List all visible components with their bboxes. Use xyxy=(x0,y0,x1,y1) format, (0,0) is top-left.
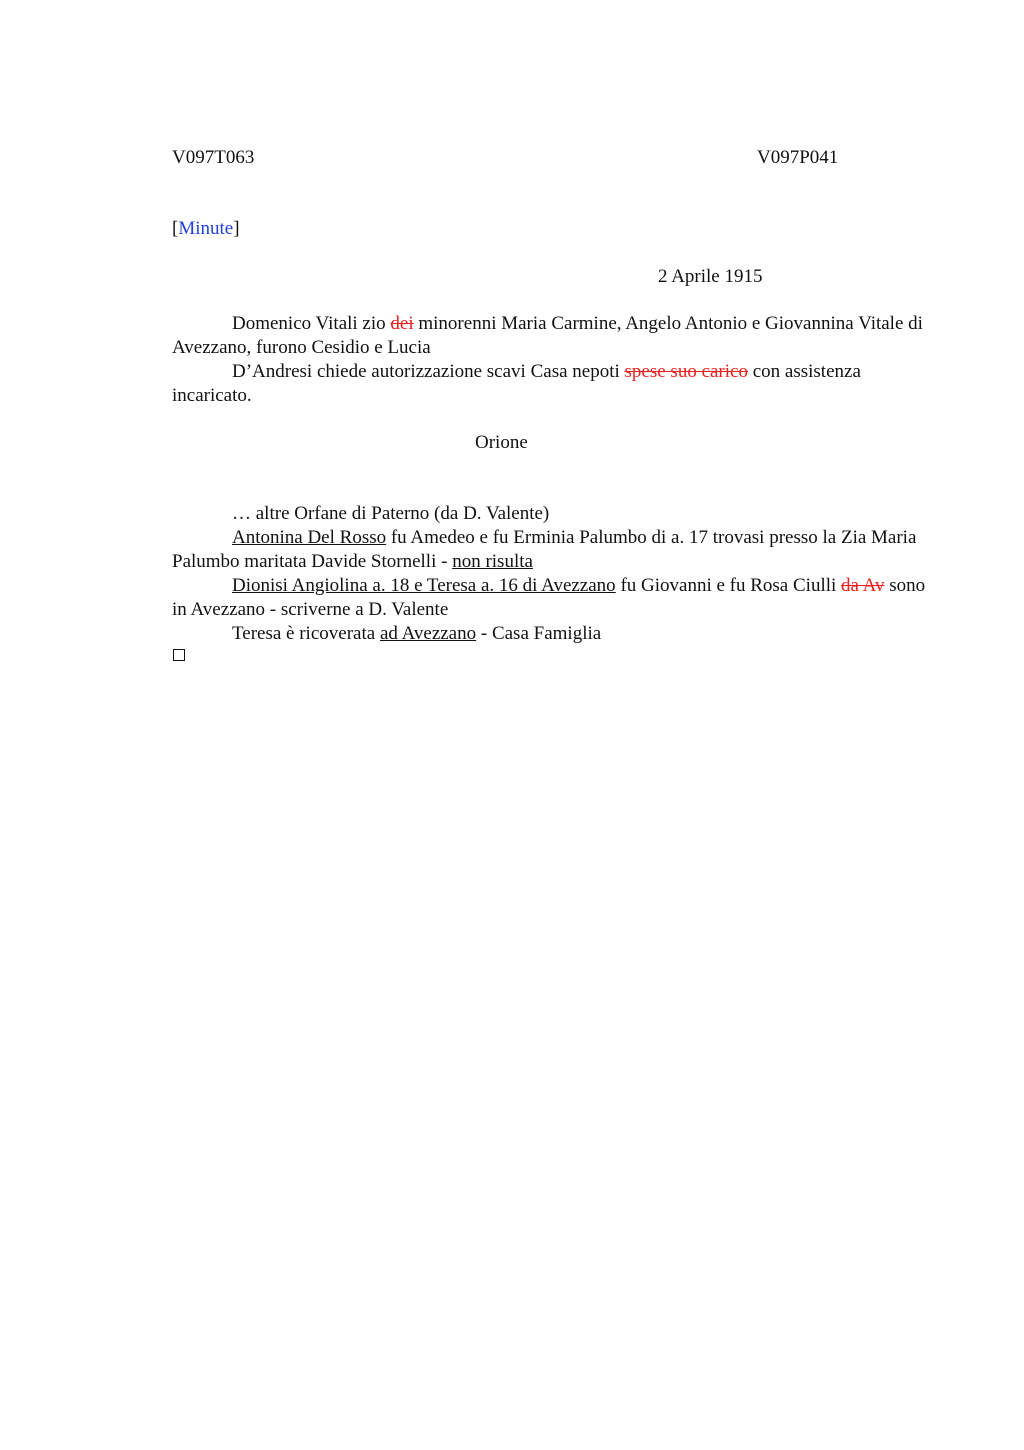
text-segment: - Casa Famiglia xyxy=(476,623,602,644)
signature: Orione xyxy=(475,432,528,453)
text-segment: D’Andresi chiede autorizzazione scavi Casa nepoti xyxy=(232,361,625,382)
section-label-text: Minute xyxy=(178,218,234,239)
paragraph-vitali xyxy=(172,312,928,360)
letter-date: 2 Aprile 1915 xyxy=(658,266,763,287)
deleted-phrase: da Av xyxy=(841,575,885,596)
section-label-close: ] xyxy=(233,218,240,239)
text-segment: sono in Avezzano - scriverne a D. Valente xyxy=(172,575,926,620)
text-segment: fu Giovanni e fu Rosa Ciulli xyxy=(615,575,842,596)
paragraph-del-rosso xyxy=(172,526,928,574)
paragraph-teresa xyxy=(172,622,928,646)
text-segment: Domenico Vitali zio xyxy=(232,313,391,334)
deleted-word: dei xyxy=(390,313,414,334)
paragraph-orfane: … altre Orfane di Paterno (da D. Valente) xyxy=(232,503,550,524)
text-segment: fu Amedeo e fu Erminia Palumbo di a. 17 trovasi presso la Zia Maria Palumbo maritata Davide Stornelli - xyxy=(172,527,917,572)
underlined-names: Dionisi Angiolina a. 18 e Teresa a. 16 di Avezzano xyxy=(232,575,616,596)
text-segment: minorenni Maria Carmine, Angelo Antonio e Giovannina Vitale di Avezzano, furono Cesidio e Lucia xyxy=(172,313,923,358)
deleted-phrase: spese suo carico xyxy=(624,361,748,382)
paragraph-dionisi xyxy=(172,574,928,622)
document-code-left: V097T063 xyxy=(172,147,255,168)
underlined-status: non risulta xyxy=(452,551,533,572)
text-segment: Teresa è ricoverata xyxy=(232,623,380,644)
section-label-open: [ xyxy=(172,218,179,239)
paragraph-dandresi xyxy=(172,360,928,408)
text-segment: con assistenza incaricato. xyxy=(172,361,861,406)
section-label xyxy=(172,217,240,241)
underlined-name: Antonina Del Rosso xyxy=(232,527,387,548)
checkbox-square-icon xyxy=(173,649,185,661)
underlined-place: ad Avezzano xyxy=(379,623,477,644)
document-code-right: V097P041 xyxy=(757,147,839,168)
